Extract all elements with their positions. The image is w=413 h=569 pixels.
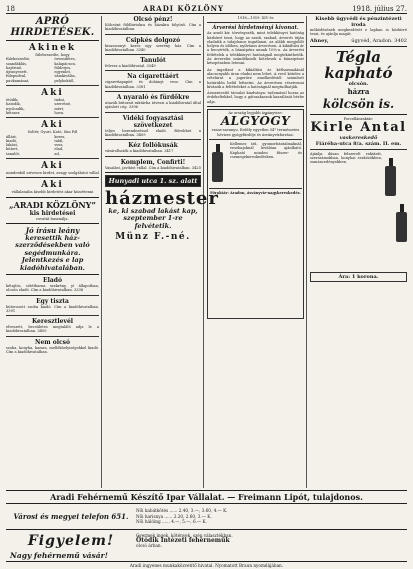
column-display-ads: Kisebb ügyvédi és pénzintézeti iroda működésének megkezdését e lapban is közhírré teszi, és ajánlja magát. Ahney, ügyvéd, Aradon. 3402 Tégla kapható olcsón. házra kölcsön is. Porcellánraktár: Kirle Antal vaskereskedő Fiáréha-utca 8/a. szám. II. em. Ajánlja dúsan felszerelt raktárát, szerszámokban, konyhai eszközökben, zománcedényekben. Ára: 1 korona. xyxy=(310,16,407,280)
ad-nyaralo-heading: A nyaraló és fürdőkre xyxy=(116,94,190,102)
list-item: fülepudval, xyxy=(6,74,27,79)
list-item: mért, xyxy=(54,106,65,111)
list-item: tudni, xyxy=(54,98,66,103)
list-item: vesz, xyxy=(54,143,64,148)
list-item: hatodik, xyxy=(6,102,21,107)
ad-kirle-title: Kirle Antal xyxy=(310,119,407,135)
list-item: szandáklás, xyxy=(6,61,28,66)
ad-tanulo-heading: Tanulót xyxy=(140,57,166,65)
brand-name: „ARADI KÖZLÖNY” xyxy=(9,199,96,210)
ad-olcso-penz-heading: Olcsó pénz! xyxy=(133,16,173,23)
kirle-bottles-icon xyxy=(385,152,407,270)
ad-hazmester-title: házmester xyxy=(105,187,219,209)
ad-nem-olcso-heading: Nem olcsó xyxy=(34,338,71,346)
ad-akinek-list xyxy=(6,57,99,83)
list-item: nyolcadik, xyxy=(6,106,25,111)
article-body-3: Ármentesítő társulat kiadványa: tudomásul hozza az érdekeltekkel, hogy a gátszakaszok kaszálását bérbe adja. xyxy=(207,91,304,104)
ad-hazmester-signature: Münz F.-né. xyxy=(115,232,191,243)
price-row: Női kabátkötés ...... 2.40, 3.—, 3.60, 4.— K. xyxy=(136,508,228,514)
list-item: tanulót, xyxy=(6,151,21,156)
footer-banners: Aradi Fehérnemű Készítő Ipar Vállalat. — Freimann Lipót, tulajdonos. Városi és megyei telefon 651. Női kabátkötés ...... 2.40, 3.—, 3.60, 4.— K. Női harisnya ...... 2.20, 2.60, 3.— K. Női hálóing ...... 4.—, 5.—, 6.— K. Figyelem! Gyermek ingek, kötények, szép választékban. Ötödik Intézeti fehérneműk olcsó árban. Nagy fehérnemű vásár! Aradi ingyenes munkaközvetítő hivatal. Nyomatott Braun nyomdájában. xyxy=(6,490,407,568)
list-item: pelyhektől, xyxy=(54,78,75,83)
ad-keresztlevel-heading: Keresztlevél xyxy=(31,318,74,326)
list-item: földerjes, xyxy=(54,65,72,70)
article-heading: Árverési hirdetményi kivonat. xyxy=(212,25,299,32)
list-item: kiadó, xyxy=(6,138,18,143)
newspaper-title: ARADI KÖZLÖNY xyxy=(143,4,224,13)
ad-algyogy-title: ALGYÓGY xyxy=(220,114,291,129)
ad-komplem-heading: Komplem, Confirti! xyxy=(120,158,186,166)
list-item: hajérinő, xyxy=(6,65,23,70)
price-row: Női harisnya ...... 2.20, 2.60, 3.— K. xyxy=(136,513,212,519)
article-body-2: Az ingatlant a kikiáltási ár kétharmadánál alacsonyabb áron eladni nem lehet. A vevő köteles a vételárat a jogerőre emelkedéstől számított határidőn belül lefizetni. Az árverésen résztvenni kívánók a feltételeket a hatóságnál megtudhatják. xyxy=(207,67,304,89)
ad-algyogy: Az ország legjobb ásványvize: ALGYÓGY vasas-savanyu. Erdély egyetlen 54° természetes hévizes gyógyfürdője és ásványvízforrása. Kellemes ízű, gyomorbántalmaknál, vesebajoknál kiválóan ajánlható. Kapható minden fűszer- és csemegekereskedésben. Főraktár: Aradon, ásványvíz-nagykereskedés. xyxy=(207,109,304,319)
price-list xyxy=(136,508,407,525)
list-item: kétszer. xyxy=(6,110,21,115)
ad-elado-heading: Eladó xyxy=(43,276,62,284)
ad-szovetkezet-heading: Vidéki fogyasztási szövetkezet xyxy=(122,114,184,129)
price-box: Ára: 1 korona. xyxy=(310,272,407,282)
masthead xyxy=(6,4,407,14)
ad-akinek-heading: Akinek xyxy=(28,43,77,53)
banner-figyelem: Figyelem! Gyermek ingek, kötények, szép választékban. Ötödik Intézeti fehérneműk olcsó árban. xyxy=(6,529,407,551)
article-body-1: Az aradi kir. törvényszék, mint telekkönyvi hatóság közhírré teszi, hogy az aradi, szabad, árverés útján eladatik a tulajdonos ingatlanai, az alább megjelölt helyen és időben, nyilvános árverésen. A kikiáltási ár a becsérték, a bánatpénz annak 10%-a. Az árverési feltételek a telekkönyvi hatóságnál megtekinthetők. Az árverelni szándékozók kötelesek a bánatpénzt készpénzben letenni. xyxy=(207,31,304,66)
list-item: újranyesett, xyxy=(6,70,28,75)
list-item: lakást, xyxy=(6,143,19,148)
list-item: pavkamánat, xyxy=(6,78,30,83)
ad-hazmester-box: Hunyadi utca 1. sz. alatt xyxy=(105,175,201,187)
list-item: ad, xyxy=(54,151,60,156)
page-number: 18 xyxy=(6,5,15,13)
list-item: talál, xyxy=(54,138,64,143)
list-item: keres, xyxy=(54,134,66,139)
banner-fehernemu: Aradi Fehérnemű Készítő Ipar Vállalat. — Freimann Lipót, tulajdonos. xyxy=(6,490,407,503)
ad-signature: Ahney, xyxy=(310,37,329,44)
column-articles: 1918—1919. XIV és Árverési hirdetményi kivonat. Az aradi kir. törvényszék, mint telekkönyvi hatóság közhírré teszi, hogy az aradi, szabad, árverés útján eladatik a tulajdonos ingatlanai, az alább megjelölt helyen és időben, nyilvános árverésen. A kikiáltási ár a becsérték, a bánatpénz annak 10%-a. Az árverési feltételek a telekkönyvi hatóságnál megtekinthetők. Az árverelni szándékozók kötelesek a bánatpénzt készpénzben letenni. Az ingatlant a kikiáltási ár kétharmadánál alacsonyabb áron eladni nem lehet. A vevő köteles a vételárat a jogerőre emelkedéstől számított határidőn belül lefizetni. Az árverésen résztvenni kívánók a feltételeket a hatóságnál megtudhatják. Ármentesítő társulat kiadványa: tudomásul hozza az érdekeltekkel, hogy a gátszakaszok kaszálását bérbe adja. Az ország legjobb ásványvize: ALGYÓGY vasas-savanyu. Erdély egyetlen 54° természetes hévizes gyógyfürdője és ásványvízforrása. Kellemes ízű, gyomorbántalmaknál, vesebajoknál kiválóan ajánlható. Kapható minden fűszer- és csemegekereskedésben. Főraktár: Aradon, ásványvíz-nagykereskedés. xyxy=(207,16,307,488)
ad-aki-heading: Aki xyxy=(41,88,64,99)
list-item: ötödik, xyxy=(6,98,19,103)
newspaper-page xyxy=(6,4,407,568)
imprint: Aradi ingyenes munkaközvetítő hivatal. Nyomatott Braun nyomdájában. xyxy=(6,561,407,568)
section-title: APRÓ HIRDETÉSEK. xyxy=(10,16,95,38)
ad-leany-body: keresettik ház-szerződésekben való segédmunkára. Jelentkezés e lap kiadóhivatalában. xyxy=(15,233,90,272)
list-item: bútort, xyxy=(6,147,19,152)
price-row: Női hálóing ...... 4.—, 5.—, 6.— K. xyxy=(136,519,207,525)
ad-csipkes-heading: Csipkés dolgozó xyxy=(125,36,181,44)
figyelem-title: Figyelem! xyxy=(27,532,115,549)
ad-leany-heading: Jó írásu leány xyxy=(25,225,80,235)
ad-cigaretta-heading: Na cigarettáért xyxy=(127,73,179,81)
list-item: fülebeszedte, xyxy=(6,57,31,62)
bottle-icon xyxy=(209,142,227,186)
column-classifieds: APRÓ HIRDETÉSEK. Akinek fülebeszedte, hogy fülebeszedte, szandáklás, hajérinő, újranyesett, fülepudval, pavkamánat, örvendétes, kalapácson, földerjes, egyenlet, vámkiválás, pelyhektől, Aki ötödik, hatodik, nyolcadik, kétszer. tudni, szeretné, mért, hova. Aki Soltér, Gyuri, Kató, Sim Pál állást, kiadó, lakást, bútort, tanulót, keres, talál, vesz, elad, ad, Aki mindenből szívesen hirdet, avagy szolgálatot vállal Aki vállalataiba kisebb hirdetést akar közzétenni „ARADI KÖZLÖNY” kis hirdetései rovatát használja. Jó írásu leány keresettik ház-szerződésekben való segédmunkára. Jelentkezés e lap kiadóhivatalában. Eladó kétajtós, sötétbarna szekrény, jó állapotban, olcsón eladó. Cím a kiadóhivatalban. 3338 Egy tiszta bútorozott szoba kiadó. Cím a kiadóhivatalban. 3391 Keresztlevél elveszett, becsületes megtaláló adja le a kiadóhivatalban. 3405 Nem olcsó szoba, konyha, kamra, mellékhelyiségekkel kiadó. Cím a kiadóhivatalban. xyxy=(6,16,102,488)
banner-telefon: Városi és megyei telefon 651. Női kabátkötés ...... 2.40, 3.—, 3.60, 4.— K. Női harisnya ...... 2.20, 2.60, 3.— K. Női hálóing ...... 4.—, 5.—, 6.— K. xyxy=(6,503,407,529)
list-item: állást, xyxy=(6,134,18,139)
list-item: elad, xyxy=(54,147,64,152)
list-item: szeretné, xyxy=(54,102,72,107)
issue-date: 1918. július 27. xyxy=(352,5,407,13)
ad-szoba-heading: Egy tiszta xyxy=(36,297,69,305)
list-item: örvendétes, xyxy=(54,57,76,62)
column-small-ads: Olcsó pénz! Kölcsönt földbirtokra és házakra folyósít. Cím a kiadóhivatalban. Csipkés dolgozó kisasszonyt keres egy szerény ház. Cím a kiadóhivatalban. 3340 Tanulót felvesz a kiadóhivatal. 3349 Na cigarettáért cigarettapapírt és dohányt vesz. Cím a kiadóhivatalban. 3381 A nyaraló és fürdőkre utazók bútorait raktárba átveszi a kiadóhivatal által ajánlott cég. 3396 Vidéki fogyasztási szövetkezet teljes berendezéssel eladó. Bővebbet a kiadóhivatalban. 3409 Kéz follókusák vásárolhatók a kiadóhivatalban. 3417 Komplem, Confirti! Vasalást, javítást vállal. Cím a kiadóhivatalban. 3425 Hunyadi utca 1. sz. alatt házmester ke, ki szabad lakást kap, szeptember 1-re felvétetik. Münz F.-né. xyxy=(105,16,204,488)
list-item: vámkiválás, xyxy=(54,74,76,79)
list-item: hova. xyxy=(54,110,65,115)
list-item: kalapácson, xyxy=(54,61,76,66)
list-item: egyenlet, xyxy=(54,70,72,75)
ad-tegla-title: Tégla kapható xyxy=(324,47,393,82)
ad-follokusak-heading: Kéz follókusák xyxy=(128,142,178,150)
